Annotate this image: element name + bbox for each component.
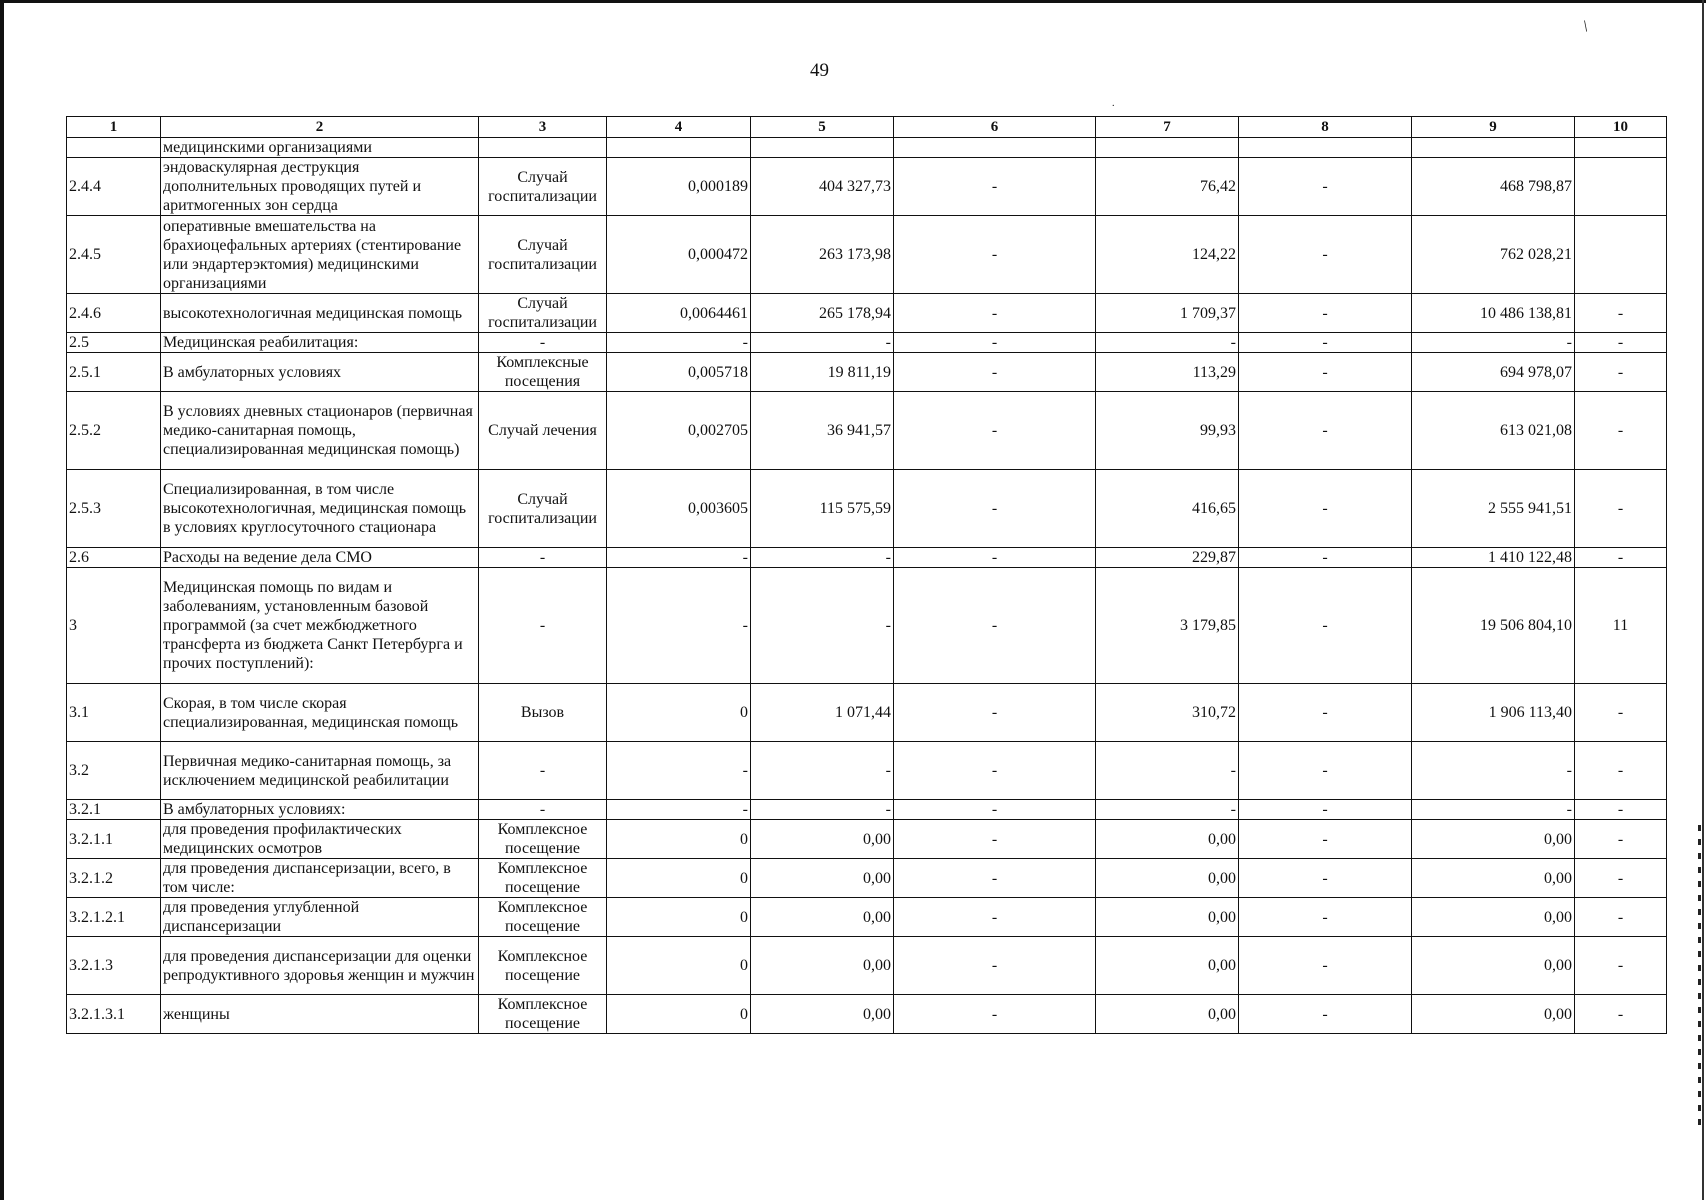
row-number: 3.1: [67, 684, 161, 742]
table-row: [67, 294, 1667, 333]
cell-col10: -: [1575, 937, 1667, 995]
cell-col9: 0,00: [1412, 898, 1575, 937]
cell-col5: 265 178,94: [751, 294, 894, 333]
cell-col6: -: [894, 859, 1096, 898]
cell-col8: -: [1239, 568, 1412, 684]
row-unit: Вызов: [479, 684, 607, 742]
cell-col7: 310,72: [1096, 684, 1239, 742]
cell-col8: -: [1239, 353, 1412, 392]
table-row: [67, 470, 1667, 548]
cell-col6: -: [894, 216, 1096, 294]
page-number: 49: [810, 60, 829, 81]
cell-col9: 762 028,21: [1412, 216, 1575, 294]
row-number: 3.2.1.2: [67, 859, 161, 898]
row-number: 2.5.1: [67, 353, 161, 392]
table-row: [67, 333, 1667, 353]
cell-col5: 404 327,73: [751, 158, 894, 216]
cell-col10: -: [1575, 470, 1667, 548]
cell-col9: 0,00: [1412, 995, 1575, 1034]
cell-col5: 1 071,44: [751, 684, 894, 742]
column-header: 9: [1412, 117, 1575, 138]
cell-col8: -: [1239, 800, 1412, 820]
scan-border-right: [1702, 0, 1704, 1200]
row-number: 2.4.5: [67, 216, 161, 294]
cell-col4: 0,000472: [607, 216, 751, 294]
scan-border-left: [0, 0, 4, 1200]
cell-col8: -: [1239, 898, 1412, 937]
cell-col6: -: [894, 548, 1096, 568]
cell-col9: -: [1412, 742, 1575, 800]
cell-col5: -: [751, 548, 894, 568]
cell-col10: -: [1575, 548, 1667, 568]
column-header: 3: [479, 117, 607, 138]
cell-col4: 0,003605: [607, 470, 751, 548]
cell-col5: 0,00: [751, 995, 894, 1034]
cell-col5: 0,00: [751, 937, 894, 995]
cell-col7: [1096, 138, 1239, 158]
cell-col8: -: [1239, 216, 1412, 294]
cell-col5: 0,00: [751, 820, 894, 859]
cell-col8: -: [1239, 995, 1412, 1034]
cell-col7: 124,22: [1096, 216, 1239, 294]
table-row: [67, 820, 1667, 859]
column-header: 6: [894, 117, 1096, 138]
row-unit: Случай госпитализации: [479, 158, 607, 216]
table-row: [67, 548, 1667, 568]
cell-col4: 0,0064461: [607, 294, 751, 333]
cell-col4: [607, 138, 751, 158]
cell-col6: -: [894, 742, 1096, 800]
cell-col6: -: [894, 898, 1096, 937]
cell-col10: -: [1575, 333, 1667, 353]
cell-col4: 0: [607, 898, 751, 937]
row-unit: Случай госпитализации: [479, 216, 607, 294]
cell-col6: -: [894, 684, 1096, 742]
cell-col7: 1 709,37: [1096, 294, 1239, 333]
table-row: [67, 568, 1667, 684]
cell-col6: -: [894, 333, 1096, 353]
row-number: 3.2: [67, 742, 161, 800]
header-row: [67, 117, 1667, 138]
cell-col9: 2 555 941,51: [1412, 470, 1575, 548]
cell-col4: 0: [607, 937, 751, 995]
cell-col4: 0,000189: [607, 158, 751, 216]
table-row: [67, 995, 1667, 1034]
cell-col9: [1412, 138, 1575, 158]
row-unit: -: [479, 800, 607, 820]
row-number: 2.5.3: [67, 470, 161, 548]
row-name: эндоваскулярная деструкция дополнительных проводящих путей и аритмогенных зон сердца: [161, 158, 479, 216]
table-row: [67, 800, 1667, 820]
cell-col4: -: [607, 548, 751, 568]
cell-col7: -: [1096, 800, 1239, 820]
cell-col6: -: [894, 820, 1096, 859]
cell-col6: [894, 138, 1096, 158]
cell-col9: -: [1412, 333, 1575, 353]
row-name: Медицинская реабилитация:: [161, 333, 479, 353]
cell-col10: [1575, 216, 1667, 294]
row-unit: Случай госпитализации: [479, 470, 607, 548]
cell-col10: -: [1575, 995, 1667, 1034]
row-unit: -: [479, 333, 607, 353]
cell-col9: 468 798,87: [1412, 158, 1575, 216]
column-header: 10: [1575, 117, 1667, 138]
row-name: Медицинская помощь по видам и заболеваниям, установленным базовой программой (за счет межбюджетного трансферта из бюджета Санкт Петербурга и прочих поступлений):: [161, 568, 479, 684]
cell-col5: 19 811,19: [751, 353, 894, 392]
cell-col10: -: [1575, 353, 1667, 392]
cell-col6: -: [894, 353, 1096, 392]
cell-col4: 0,002705: [607, 392, 751, 470]
cell-col5: -: [751, 333, 894, 353]
scan-border-top: [0, 0, 1706, 3]
cell-col6: -: [894, 158, 1096, 216]
table-row: [67, 158, 1667, 216]
cell-col8: -: [1239, 859, 1412, 898]
cell-col7: 0,00: [1096, 898, 1239, 937]
cell-col7: 99,93: [1096, 392, 1239, 470]
cell-col6: -: [894, 470, 1096, 548]
table-row: [67, 353, 1667, 392]
table-row: [67, 684, 1667, 742]
row-number: 3.2.1.3.1: [67, 995, 161, 1034]
row-unit: -: [479, 548, 607, 568]
cell-col7: 0,00: [1096, 937, 1239, 995]
cell-col10: [1575, 138, 1667, 158]
cell-col7: 113,29: [1096, 353, 1239, 392]
row-name: В амбулаторных условиях:: [161, 800, 479, 820]
row-number: 3.2.1.2.1: [67, 898, 161, 937]
row-number: 2.6: [67, 548, 161, 568]
row-unit: Комплексное посещение: [479, 995, 607, 1034]
row-number: 3.2.1: [67, 800, 161, 820]
cell-col8: -: [1239, 158, 1412, 216]
row-name: Расходы на ведение дела СМО: [161, 548, 479, 568]
cell-col9: 0,00: [1412, 937, 1575, 995]
scan-mark: /: [1579, 18, 1593, 36]
cell-col9: 10 486 138,81: [1412, 294, 1575, 333]
row-name: женщины: [161, 995, 479, 1034]
cell-col6: -: [894, 800, 1096, 820]
row-number: 3: [67, 568, 161, 684]
table-row: [67, 392, 1667, 470]
cell-col10: -: [1575, 392, 1667, 470]
cell-col5: 36 941,57: [751, 392, 894, 470]
row-name: для проведения диспансеризации для оценки репродуктивного здоровья женщин и мужчин: [161, 937, 479, 995]
cell-col10: -: [1575, 859, 1667, 898]
cell-col9: 613 021,08: [1412, 392, 1575, 470]
cell-col9: 0,00: [1412, 859, 1575, 898]
row-unit: Комплексное посещение: [479, 859, 607, 898]
row-unit: [479, 138, 607, 158]
row-name: для проведения углубленной диспансеризации: [161, 898, 479, 937]
cell-col9: -: [1412, 800, 1575, 820]
row-number: 2.4.4: [67, 158, 161, 216]
report-table: [66, 116, 1667, 1034]
cell-col7: 0,00: [1096, 859, 1239, 898]
column-header: 4: [607, 117, 751, 138]
column-header: 1: [67, 117, 161, 138]
cell-col10: -: [1575, 742, 1667, 800]
cell-col9: 1 410 122,48: [1412, 548, 1575, 568]
table-row: [67, 742, 1667, 800]
cell-col8: -: [1239, 470, 1412, 548]
cell-col6: -: [894, 937, 1096, 995]
cell-col4: -: [607, 800, 751, 820]
cell-col5: 115 575,59: [751, 470, 894, 548]
row-name: Специализированная, в том числе высокотехнологичная, медицинская помощь в условиях круглосуточного стационара: [161, 470, 479, 548]
row-name: В амбулаторных условиях: [161, 353, 479, 392]
row-unit: Случай лечения: [479, 392, 607, 470]
cell-col7: 0,00: [1096, 820, 1239, 859]
row-name: медицинскими организациями: [161, 138, 479, 158]
cell-col7: 76,42: [1096, 158, 1239, 216]
scan-edge-marks: [1698, 825, 1701, 1125]
cell-col8: [1239, 138, 1412, 158]
cell-col8: -: [1239, 548, 1412, 568]
row-number: 3.2.1.3: [67, 937, 161, 995]
row-name: для проведения профилактических медицинских осмотров: [161, 820, 479, 859]
cell-col6: -: [894, 294, 1096, 333]
table-row: [67, 216, 1667, 294]
cell-col8: -: [1239, 742, 1412, 800]
cell-col10: -: [1575, 898, 1667, 937]
cell-col8: -: [1239, 333, 1412, 353]
cell-col9: 1 906 113,40: [1412, 684, 1575, 742]
row-name: для проведения диспансеризации, всего, в том числе:: [161, 859, 479, 898]
cell-col9: 0,00: [1412, 820, 1575, 859]
cell-col4: 0,005718: [607, 353, 751, 392]
row-number: 2.5.2: [67, 392, 161, 470]
cell-col9: 19 506 804,10: [1412, 568, 1575, 684]
row-number: 2.5: [67, 333, 161, 353]
row-unit: Комплексное посещение: [479, 820, 607, 859]
row-unit: Комплексные посещения: [479, 353, 607, 392]
cell-col5: -: [751, 742, 894, 800]
cell-col4: 0: [607, 995, 751, 1034]
cell-col5: -: [751, 568, 894, 684]
cell-col10: -: [1575, 800, 1667, 820]
table-row: [67, 859, 1667, 898]
table-row: [67, 138, 1667, 158]
cell-col4: 0: [607, 820, 751, 859]
cell-col4: -: [607, 333, 751, 353]
cell-col7: 0,00: [1096, 995, 1239, 1034]
cell-col4: 0: [607, 684, 751, 742]
cell-col7: -: [1096, 333, 1239, 353]
table-row: [67, 937, 1667, 995]
cell-col5: 263 173,98: [751, 216, 894, 294]
cell-col8: -: [1239, 294, 1412, 333]
cell-col5: 0,00: [751, 898, 894, 937]
cell-col6: -: [894, 392, 1096, 470]
row-name: Скорая, в том числе скорая специализированная, медицинская помощь: [161, 684, 479, 742]
cell-col5: 0,00: [751, 859, 894, 898]
cell-col5: [751, 138, 894, 158]
row-name: В условиях дневных стационаров (первичная медико-санитарная помощь, специализированная медицинская помощь): [161, 392, 479, 470]
row-unit: Комплексное посещение: [479, 937, 607, 995]
row-number: [67, 138, 161, 158]
row-unit: -: [479, 568, 607, 684]
cell-col10: -: [1575, 684, 1667, 742]
cell-col10: 11: [1575, 568, 1667, 684]
cell-col7: 229,87: [1096, 548, 1239, 568]
column-header: 7: [1096, 117, 1239, 138]
cell-col4: -: [607, 568, 751, 684]
cell-col6: -: [894, 995, 1096, 1034]
row-name: высокотехнологичная медицинская помощь: [161, 294, 479, 333]
row-name: оперативные вмешательства на брахиоцефальных артериях (стентирование или эндартерэктомия) медицинскими организациями: [161, 216, 479, 294]
cell-col4: 0: [607, 859, 751, 898]
row-unit: Комплексное посещение: [479, 898, 607, 937]
row-number: 3.2.1.1: [67, 820, 161, 859]
column-header: 2: [161, 117, 479, 138]
cell-col8: -: [1239, 684, 1412, 742]
row-number: 2.4.6: [67, 294, 161, 333]
column-header: 8: [1239, 117, 1412, 138]
cell-col4: -: [607, 742, 751, 800]
cell-col9: 694 978,07: [1412, 353, 1575, 392]
table-row: [67, 898, 1667, 937]
column-header: 5: [751, 117, 894, 138]
cell-col10: -: [1575, 294, 1667, 333]
cell-col10: -: [1575, 820, 1667, 859]
cell-col7: -: [1096, 742, 1239, 800]
scan-dot: .: [1112, 98, 1115, 109]
cell-col10: [1575, 158, 1667, 216]
cell-col7: 3 179,85: [1096, 568, 1239, 684]
cell-col6: -: [894, 568, 1096, 684]
row-name: Первичная медико-санитарная помощь, за исключением медицинской реабилитации: [161, 742, 479, 800]
cell-col8: -: [1239, 820, 1412, 859]
cell-col8: -: [1239, 392, 1412, 470]
cell-col7: 416,65: [1096, 470, 1239, 548]
row-unit: Случай госпитализации: [479, 294, 607, 333]
cell-col8: -: [1239, 937, 1412, 995]
row-unit: -: [479, 742, 607, 800]
cell-col5: -: [751, 800, 894, 820]
